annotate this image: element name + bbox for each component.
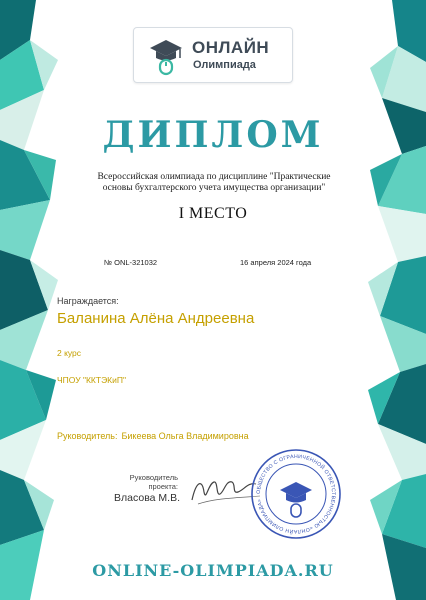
olympiad-description: Всероссийская олимпиада по дисциплине "Практические основы бухгалтерского учета имущества организации" (97, 172, 331, 193)
certificate-date: 16 апреля 2024 года (240, 258, 312, 267)
website-url[interactable]: ONLINE-OLIMPIADA.RU (92, 561, 334, 580)
leader-label: Руководитель: (57, 431, 118, 441)
place-award: I МЕСТО (178, 205, 248, 222)
logo-line-2: Олимпиада (193, 59, 256, 71)
course: 2 курс (57, 348, 82, 358)
olympiad-logo (133, 27, 293, 83)
leader-line (57, 431, 249, 441)
graduation-cap-mouse-icon (146, 36, 186, 76)
diploma-title: ДИПЛОМ (102, 114, 324, 156)
project-manager-name: Власова М.В. (114, 492, 180, 504)
leader-name: Бикеева Ольга Владимировна (121, 431, 249, 441)
organization: ЧПОУ "ККТЭКиП" (57, 375, 127, 385)
official-stamp (250, 448, 342, 540)
project-manager-label: Руководитель проекта: (129, 473, 178, 491)
recipient-name: Баланина Алёна Андреевна (57, 310, 255, 327)
stamp-text: ОБЩЕСТВО С ОГРАНИЧЕННОЙ ОТВЕТСТВЕННОСТЬЮ «ОНЛАЙН ОЛИМПИАДА» (255, 453, 337, 535)
award-label: Награждается: (57, 296, 119, 306)
certificate-number: № ONL-321032 (104, 258, 158, 267)
logo-line-1: ОНЛАЙН (192, 38, 270, 57)
